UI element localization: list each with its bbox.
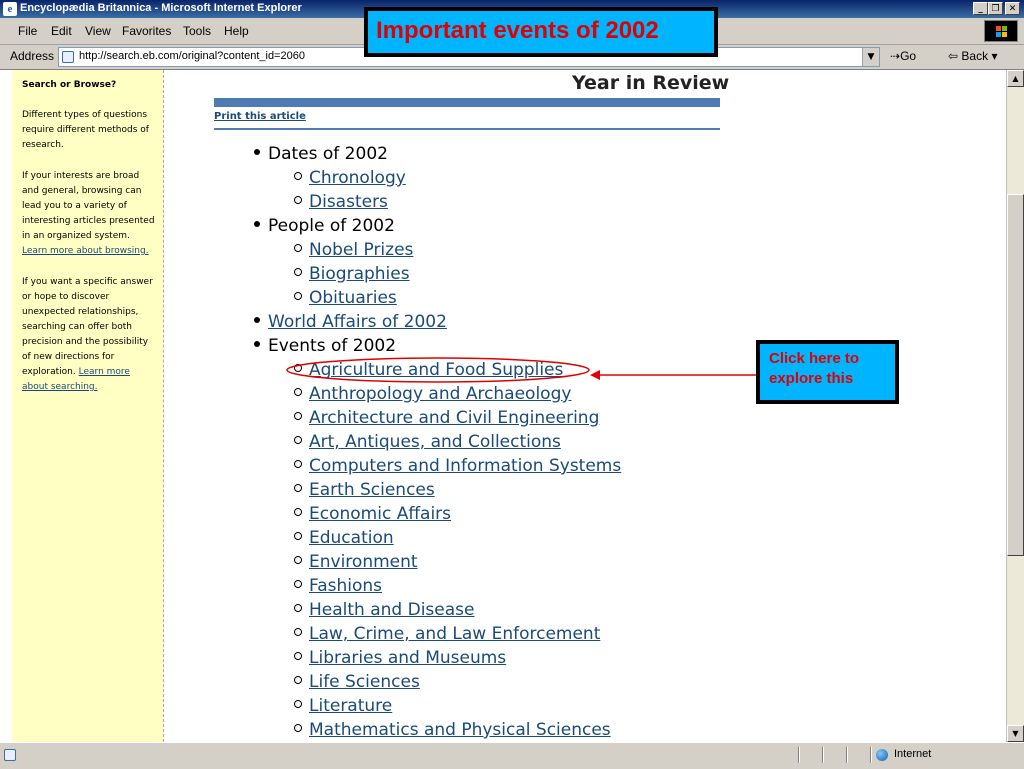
circle-bullet-icon xyxy=(294,556,302,564)
section-events-of-2002 xyxy=(254,334,621,358)
subitem-health-and-disease[interactable] xyxy=(254,598,621,622)
back-arrow-icon: ⇦ xyxy=(948,49,959,63)
click-callout-line-2: explore this xyxy=(769,370,854,387)
subitem-architecture-and-civil-engineering[interactable] xyxy=(254,406,621,430)
scroll-down-button[interactable]: ▼ xyxy=(1007,725,1024,742)
subitem-art-antiques-and-collections[interactable] xyxy=(254,430,621,454)
header-band xyxy=(214,98,720,107)
subitem-link[interactable]: Economic Affairs xyxy=(309,504,452,524)
title-callout-text: Important events of 2002 xyxy=(368,11,714,53)
page-title: Year in Review xyxy=(572,72,730,94)
subitem-link[interactable]: Fashions xyxy=(309,576,383,596)
subitem-literature[interactable] xyxy=(254,694,621,718)
window-title: Encyclopædia Britannica - Microsoft Internet Explorer xyxy=(20,2,302,14)
menu-favorites[interactable]: Favorites xyxy=(122,24,172,38)
print-article-link[interactable]: Print this article xyxy=(214,111,306,122)
section-dates-of-2002 xyxy=(254,142,621,166)
subitem-anthropology-and-archaeology[interactable] xyxy=(254,382,621,406)
circle-bullet-icon xyxy=(294,724,302,732)
left-margin xyxy=(0,70,12,742)
section-people-of-2002 xyxy=(254,214,621,238)
subitem-link[interactable]: Environment xyxy=(309,552,418,572)
status-separator xyxy=(870,747,872,763)
subitem-link[interactable]: Architecture and Civil Engineering xyxy=(309,408,600,428)
section-label: People of 2002 xyxy=(268,216,395,236)
search-browse-sidebar xyxy=(12,70,164,742)
address-label: Address xyxy=(10,49,55,63)
section-world-affairs-of-2002[interactable] xyxy=(254,310,621,334)
circle-bullet-icon xyxy=(294,172,302,180)
status-separator xyxy=(846,747,848,763)
circle-bullet-icon xyxy=(294,196,302,204)
subitem-libraries-and-museums[interactable] xyxy=(254,646,621,670)
header-rule xyxy=(214,128,720,130)
address-url: http://search.eb.com/original?content_id=2060 xyxy=(79,50,305,62)
subitem-link[interactable]: Nobel Prizes xyxy=(309,240,414,260)
back-button[interactable] xyxy=(948,49,997,63)
status-bar xyxy=(0,742,1024,769)
page-icon xyxy=(62,51,74,63)
circle-bullet-icon xyxy=(294,436,302,444)
circle-bullet-icon xyxy=(294,580,302,588)
subitem-link[interactable]: Earth Sciences xyxy=(309,480,435,500)
menu-edit[interactable]: Edit xyxy=(51,24,72,38)
ie-logo-icon: e xyxy=(3,2,17,16)
subitem-computers-and-information-systems[interactable] xyxy=(254,454,621,478)
security-zone-label: Internet xyxy=(894,748,932,760)
subitem-law-crime-and-law-enforcement[interactable] xyxy=(254,622,621,646)
click-callout-line-1: Click here to xyxy=(769,350,860,367)
address-dropdown-button[interactable]: ▼ xyxy=(862,48,879,66)
subitem-link[interactable]: Mathematics and Physical Sciences xyxy=(309,720,611,740)
go-button[interactable] xyxy=(890,49,916,63)
menu-file[interactable]: File xyxy=(18,24,38,38)
circle-bullet-icon xyxy=(294,700,302,708)
subitem-link[interactable]: Computers and Information Systems xyxy=(309,456,622,476)
sidebar-heading: Search or Browse? xyxy=(22,80,117,90)
bullet-icon xyxy=(254,317,260,323)
menu-tools[interactable]: Tools xyxy=(183,24,212,38)
circle-bullet-icon xyxy=(294,244,302,252)
menu-help[interactable]: Help xyxy=(224,24,249,38)
menu-view[interactable]: View xyxy=(85,24,111,38)
learn-more-searching-link[interactable]: Learn more about searching. xyxy=(22,367,130,392)
circle-bullet-icon xyxy=(294,364,302,372)
subitem-link[interactable]: Biographies xyxy=(309,264,410,284)
minimize-button[interactable]: _ xyxy=(973,2,988,15)
status-separator xyxy=(822,747,824,763)
subitem-education[interactable] xyxy=(254,526,621,550)
back-dropdown-icon[interactable]: ▾ xyxy=(991,49,998,63)
close-button[interactable]: ✕ xyxy=(1005,2,1020,15)
subitem-link[interactable]: Libraries and Museums xyxy=(309,648,507,668)
circle-bullet-icon xyxy=(294,388,302,396)
subitem-nobel-prizes[interactable] xyxy=(254,238,621,262)
circle-bullet-icon xyxy=(294,652,302,660)
subitem-link[interactable]: Chronology xyxy=(309,168,406,188)
circle-bullet-icon xyxy=(294,412,302,420)
scroll-thumb[interactable] xyxy=(1007,194,1024,556)
subitem-disasters[interactable] xyxy=(254,190,621,214)
internet-zone-icon xyxy=(876,749,888,761)
bullet-icon xyxy=(254,221,260,227)
subitem-link[interactable]: Obituaries xyxy=(309,288,397,308)
sidebar-para-3-text: If you want a specific answer or hope to discover unexpected relationships, searching can offer both precision and the possibility of new directions for exploration. xyxy=(22,277,153,377)
article-content xyxy=(164,70,1006,742)
restore-button[interactable]: ❐ xyxy=(988,2,1003,15)
subitem-link[interactable]: Education xyxy=(309,528,394,548)
circle-bullet-icon xyxy=(294,484,302,492)
sidebar-para-3 xyxy=(22,275,155,395)
title-callout xyxy=(364,7,718,57)
section-label: Dates of 2002 xyxy=(268,144,388,164)
subitem-link[interactable]: Agriculture and Food Supplies xyxy=(309,360,564,380)
page-status-icon xyxy=(4,749,16,761)
circle-bullet-icon xyxy=(294,292,302,300)
subitem-agriculture-and-food-supplies[interactable] xyxy=(254,358,621,382)
circle-bullet-icon xyxy=(294,628,302,636)
subitem-obituaries[interactable] xyxy=(254,286,621,310)
section-link[interactable]: World Affairs of 2002 xyxy=(268,312,447,332)
subitem-environment[interactable] xyxy=(254,550,621,574)
bullet-icon xyxy=(254,149,260,155)
vertical-scrollbar[interactable] xyxy=(1006,70,1024,742)
circle-bullet-icon xyxy=(294,532,302,540)
go-arrow-icon: ⇢ xyxy=(890,49,901,63)
year-in-review-list xyxy=(254,142,621,742)
bullet-icon xyxy=(254,341,260,347)
circle-bullet-icon xyxy=(294,460,302,468)
subitem-link[interactable]: Health and Disease xyxy=(309,600,475,620)
subitem-link[interactable]: Literature xyxy=(309,696,393,716)
subitem-link[interactable]: Disasters xyxy=(309,192,388,212)
circle-bullet-icon xyxy=(294,268,302,276)
windows-throbber-icon xyxy=(984,20,1018,42)
circle-bullet-icon xyxy=(294,676,302,684)
learn-more-browsing-link[interactable]: Learn more about browsing. xyxy=(22,246,149,256)
sidebar-para-2-text: If your interests are broad and general, browsing can lead you to a variety of interesting articles presented in an organized system. xyxy=(22,171,155,241)
subitem-fashions[interactable] xyxy=(254,574,621,598)
circle-bullet-icon xyxy=(294,508,302,516)
subitem-life-sciences[interactable] xyxy=(254,670,621,694)
subitem-link[interactable]: Anthropology and Archaeology xyxy=(309,384,572,404)
subitem-earth-sciences[interactable] xyxy=(254,478,621,502)
subitem-link[interactable]: Art, Antiques, and Collections xyxy=(309,432,561,452)
subitem-economic-affairs[interactable] xyxy=(254,502,621,526)
circle-bullet-icon xyxy=(294,604,302,612)
subitem-link[interactable]: Law, Crime, and Law Enforcement xyxy=(309,624,601,644)
subitem-mathematics-and-physical-sciences[interactable] xyxy=(254,718,621,742)
scroll-up-button[interactable]: ▲ xyxy=(1007,70,1024,87)
sidebar-para-1: Different types of questions require different methods of research. xyxy=(22,110,149,150)
status-separator xyxy=(798,747,800,763)
back-label: Back xyxy=(961,49,989,63)
subitem-link[interactable]: Life Sciences xyxy=(309,672,420,692)
go-label: Go xyxy=(900,49,917,63)
click-here-callout xyxy=(756,340,899,404)
sidebar-para-2 xyxy=(22,169,155,259)
subitem-biographies[interactable] xyxy=(254,262,621,286)
section-label: Events of 2002 xyxy=(268,336,397,356)
subitem-chronology[interactable] xyxy=(254,166,621,190)
